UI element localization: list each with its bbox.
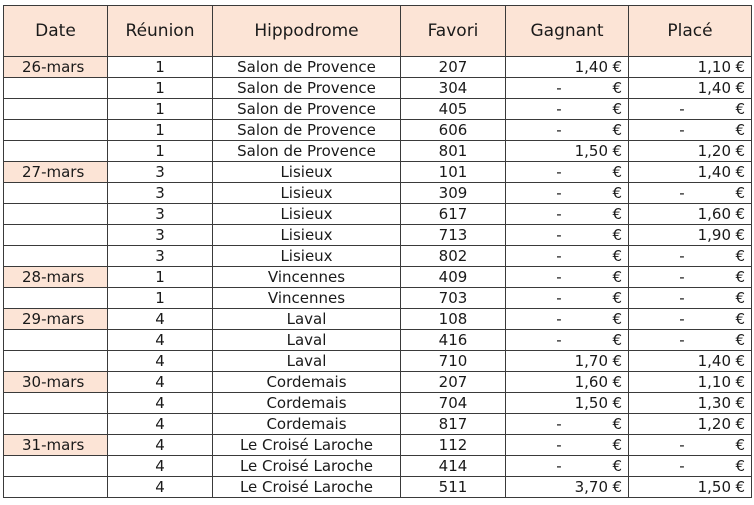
gagnant-value: - [556, 121, 562, 139]
table-row [4, 78, 752, 99]
cell-favori[interactable]: 713 [401, 225, 506, 246]
place-amount [633, 246, 745, 266]
table-body [4, 57, 752, 498]
gagnant-value: - [556, 415, 562, 433]
cell-hippodrome[interactable]: Salon de Provence [213, 57, 401, 78]
gagnant-value: - [556, 184, 562, 202]
place-amount [633, 372, 745, 392]
cell-place[interactable] [629, 246, 752, 267]
cell-date[interactable]: 26-mars [4, 57, 108, 78]
gagnant-amount [510, 414, 622, 434]
gagnant-amount [510, 183, 622, 203]
currency-symbol: € [612, 478, 622, 496]
cell-hippodrome[interactable]: Lisieux [213, 183, 401, 204]
currency-symbol: € [612, 247, 622, 265]
place-value: - [679, 121, 685, 139]
cell-favori[interactable]: 108 [401, 309, 506, 330]
place-value: - [679, 268, 685, 286]
place-value: 1,20 [697, 142, 731, 160]
place-value: 1,20 [697, 415, 731, 433]
cell-reunion[interactable]: 4 [108, 414, 213, 435]
cell-reunion[interactable]: 3 [108, 183, 213, 204]
header-reunion[interactable]: Réunion [108, 6, 213, 57]
gagnant-amount [510, 99, 622, 119]
table-row [4, 456, 752, 477]
cell-gagnant[interactable] [506, 414, 629, 435]
cell-hippodrome[interactable]: Salon de Provence [213, 78, 401, 99]
cell-place[interactable] [629, 477, 752, 498]
currency-symbol: € [735, 268, 745, 286]
place-amount [633, 99, 745, 119]
gagnant-value: - [556, 310, 562, 328]
place-value: - [679, 457, 685, 475]
cell-gagnant[interactable] [506, 204, 629, 225]
cell-date[interactable]: 31-mars [4, 435, 108, 456]
cell-gagnant[interactable] [506, 351, 629, 372]
cell-reunion[interactable]: 3 [108, 225, 213, 246]
cell-date[interactable] [4, 330, 108, 351]
cell-gagnant[interactable] [506, 435, 629, 456]
gagnant-amount [510, 162, 622, 182]
cell-gagnant[interactable] [506, 120, 629, 141]
cell-favori[interactable]: 606 [401, 120, 506, 141]
gagnant-amount [510, 225, 622, 245]
gagnant-amount [510, 204, 622, 224]
cell-favori[interactable]: 207 [401, 372, 506, 393]
gagnant-value: - [556, 163, 562, 181]
cell-place[interactable] [629, 267, 752, 288]
cell-gagnant[interactable] [506, 141, 629, 162]
cell-place[interactable] [629, 204, 752, 225]
cell-reunion[interactable]: 3 [108, 162, 213, 183]
currency-symbol: € [735, 79, 745, 97]
gagnant-value: 1,40 [574, 58, 608, 76]
cell-gagnant[interactable] [506, 393, 629, 414]
currency-symbol: € [612, 289, 622, 307]
place-amount [633, 351, 745, 371]
cell-favori[interactable]: 309 [401, 183, 506, 204]
cell-favori[interactable]: 710 [401, 351, 506, 372]
cell-reunion[interactable]: 1 [108, 78, 213, 99]
place-value: 1,10 [697, 58, 731, 76]
table-row [4, 183, 752, 204]
table-row [4, 477, 752, 498]
cell-hippodrome[interactable]: Cordemais [213, 393, 401, 414]
table-row [4, 330, 752, 351]
gagnant-amount [510, 435, 622, 455]
currency-symbol: € [612, 331, 622, 349]
table-row [4, 162, 752, 183]
table-row [4, 351, 752, 372]
table-row [4, 414, 752, 435]
table-row [4, 288, 752, 309]
currency-symbol: € [735, 184, 745, 202]
place-amount [633, 141, 745, 161]
table-row [4, 393, 752, 414]
table-row [4, 57, 752, 78]
place-value: 1,50 [697, 478, 731, 496]
cell-reunion[interactable]: 3 [108, 246, 213, 267]
place-value: 1,40 [697, 163, 731, 181]
cell-gagnant[interactable] [506, 78, 629, 99]
currency-symbol: € [612, 436, 622, 454]
cell-favori[interactable]: 414 [401, 456, 506, 477]
cell-hippodrome[interactable]: Salon de Provence [213, 120, 401, 141]
cell-favori[interactable]: 409 [401, 267, 506, 288]
table-row [4, 267, 752, 288]
place-value: 1,40 [697, 79, 731, 97]
header-gagnant[interactable]: Gagnant [506, 6, 629, 57]
currency-symbol: € [735, 163, 745, 181]
cell-gagnant[interactable] [506, 246, 629, 267]
cell-place[interactable] [629, 57, 752, 78]
header-hippodrome[interactable]: Hippodrome [213, 6, 401, 57]
place-amount [633, 288, 745, 308]
currency-symbol: € [735, 226, 745, 244]
cell-favori[interactable]: 801 [401, 141, 506, 162]
cell-favori[interactable]: 112 [401, 435, 506, 456]
place-amount [633, 183, 745, 203]
cell-gagnant[interactable] [506, 225, 629, 246]
place-value: - [679, 289, 685, 307]
gagnant-value: - [556, 205, 562, 223]
gagnant-value: - [556, 289, 562, 307]
currency-symbol: € [735, 142, 745, 160]
cell-place[interactable] [629, 288, 752, 309]
table-row [4, 372, 752, 393]
cell-reunion[interactable]: 1 [108, 57, 213, 78]
cell-favori[interactable]: 405 [401, 99, 506, 120]
cell-reunion[interactable]: 1 [108, 120, 213, 141]
cell-reunion[interactable]: 4 [108, 456, 213, 477]
cell-hippodrome[interactable]: Lisieux [213, 225, 401, 246]
cell-favori[interactable]: 511 [401, 477, 506, 498]
cell-hippodrome[interactable]: Vincennes [213, 288, 401, 309]
cell-date[interactable] [4, 99, 108, 120]
currency-symbol: € [735, 100, 745, 118]
cell-place[interactable] [629, 141, 752, 162]
place-amount [633, 57, 745, 77]
gagnant-value: - [556, 457, 562, 475]
place-amount [633, 330, 745, 350]
cell-hippodrome[interactable]: Lisieux [213, 162, 401, 183]
cell-hippodrome[interactable]: Lisieux [213, 204, 401, 225]
currency-symbol: € [735, 289, 745, 307]
gagnant-value: 3,70 [574, 478, 608, 496]
cell-hippodrome[interactable]: Salon de Provence [213, 141, 401, 162]
cell-gagnant[interactable] [506, 477, 629, 498]
cell-hippodrome[interactable]: Laval [213, 351, 401, 372]
cell-date[interactable] [4, 477, 108, 498]
place-value: - [679, 310, 685, 328]
cell-reunion[interactable]: 3 [108, 204, 213, 225]
cell-place[interactable] [629, 372, 752, 393]
place-amount [633, 414, 745, 434]
gagnant-amount [510, 120, 622, 140]
currency-symbol: € [612, 163, 622, 181]
gagnant-amount [510, 477, 622, 497]
cell-place[interactable] [629, 435, 752, 456]
cell-reunion[interactable]: 1 [108, 141, 213, 162]
cell-date[interactable] [4, 288, 108, 309]
table-row [4, 99, 752, 120]
currency-symbol: € [735, 436, 745, 454]
cell-date[interactable] [4, 351, 108, 372]
cell-gagnant[interactable] [506, 288, 629, 309]
cell-place[interactable] [629, 78, 752, 99]
cell-hippodrome[interactable]: Salon de Provence [213, 99, 401, 120]
cell-favori[interactable]: 617 [401, 204, 506, 225]
cell-gagnant[interactable] [506, 330, 629, 351]
cell-hippodrome[interactable]: Laval [213, 330, 401, 351]
table-row [4, 246, 752, 267]
currency-symbol: € [612, 100, 622, 118]
cell-gagnant[interactable] [506, 162, 629, 183]
cell-reunion[interactable]: 4 [108, 372, 213, 393]
place-amount [633, 120, 745, 140]
cell-date[interactable]: 29-mars [4, 309, 108, 330]
cell-reunion[interactable]: 1 [108, 99, 213, 120]
currency-symbol: € [612, 268, 622, 286]
gagnant-value: 1,70 [574, 352, 608, 370]
place-amount [633, 267, 745, 287]
cell-place[interactable] [629, 414, 752, 435]
currency-symbol: € [612, 373, 622, 391]
cell-place[interactable] [629, 99, 752, 120]
cell-reunion[interactable]: 4 [108, 393, 213, 414]
cell-date[interactable] [4, 204, 108, 225]
cell-reunion[interactable]: 1 [108, 267, 213, 288]
table-row [4, 120, 752, 141]
currency-symbol: € [612, 121, 622, 139]
place-amount [633, 435, 745, 455]
gagnant-amount [510, 351, 622, 371]
cell-place[interactable] [629, 120, 752, 141]
place-amount [633, 78, 745, 98]
cell-favori[interactable]: 304 [401, 78, 506, 99]
cell-hippodrome[interactable]: Laval [213, 309, 401, 330]
place-value: - [679, 436, 685, 454]
cell-gagnant[interactable] [506, 456, 629, 477]
currency-symbol: € [612, 184, 622, 202]
cell-place[interactable] [629, 351, 752, 372]
cell-date[interactable] [4, 183, 108, 204]
gagnant-value: 1,60 [574, 373, 608, 391]
currency-symbol: € [612, 79, 622, 97]
place-value: 1,40 [697, 352, 731, 370]
cell-favori[interactable]: 207 [401, 57, 506, 78]
header-place[interactable]: Placé [629, 6, 752, 57]
cell-date[interactable] [4, 225, 108, 246]
results-table [3, 5, 752, 498]
cell-hippodrome[interactable]: Cordemais [213, 414, 401, 435]
currency-symbol: € [612, 142, 622, 160]
header-date[interactable]: Date [4, 6, 108, 57]
gagnant-value: - [556, 436, 562, 454]
cell-favori[interactable]: 802 [401, 246, 506, 267]
place-value: - [679, 184, 685, 202]
place-value: 1,30 [697, 394, 731, 412]
cell-date[interactable] [4, 393, 108, 414]
gagnant-value: - [556, 79, 562, 97]
currency-symbol: € [612, 352, 622, 370]
gagnant-value: - [556, 100, 562, 118]
cell-place[interactable] [629, 309, 752, 330]
cell-favori[interactable]: 416 [401, 330, 506, 351]
currency-symbol: € [612, 310, 622, 328]
currency-symbol: € [735, 247, 745, 265]
cell-favori[interactable]: 817 [401, 414, 506, 435]
cell-hippodrome[interactable]: Cordemais [213, 372, 401, 393]
gagnant-value: 1,50 [574, 394, 608, 412]
currency-symbol: € [735, 478, 745, 496]
gagnant-value: - [556, 226, 562, 244]
place-value: 1,10 [697, 373, 731, 391]
place-amount [633, 477, 745, 497]
cell-date[interactable] [4, 120, 108, 141]
cell-gagnant[interactable] [506, 57, 629, 78]
currency-symbol: € [612, 226, 622, 244]
table-row [4, 309, 752, 330]
currency-symbol: € [612, 394, 622, 412]
table-row [4, 435, 752, 456]
cell-reunion[interactable]: 4 [108, 330, 213, 351]
currency-symbol: € [735, 331, 745, 349]
currency-symbol: € [612, 205, 622, 223]
gagnant-amount [510, 78, 622, 98]
place-value: - [679, 247, 685, 265]
cell-hippodrome[interactable]: Le Croisé Laroche [213, 477, 401, 498]
cell-favori[interactable]: 101 [401, 162, 506, 183]
gagnant-value: 1,50 [574, 142, 608, 160]
cell-place[interactable] [629, 393, 752, 414]
place-amount [633, 309, 745, 329]
cell-place[interactable] [629, 162, 752, 183]
cell-hippodrome[interactable]: Le Croisé Laroche [213, 435, 401, 456]
currency-symbol: € [612, 415, 622, 433]
place-value: 1,90 [697, 226, 731, 244]
cell-date[interactable] [4, 78, 108, 99]
cell-hippodrome[interactable]: Lisieux [213, 246, 401, 267]
table-row [4, 204, 752, 225]
gagnant-amount [510, 288, 622, 308]
currency-symbol: € [612, 457, 622, 475]
currency-symbol: € [735, 457, 745, 475]
gagnant-amount [510, 309, 622, 329]
currency-symbol: € [735, 205, 745, 223]
cell-place[interactable] [629, 330, 752, 351]
gagnant-value: - [556, 247, 562, 265]
cell-favori[interactable]: 704 [401, 393, 506, 414]
cell-gagnant[interactable] [506, 99, 629, 120]
cell-place[interactable] [629, 183, 752, 204]
place-amount [633, 456, 745, 476]
cell-reunion[interactable]: 4 [108, 477, 213, 498]
currency-symbol: € [612, 58, 622, 76]
gagnant-amount [510, 141, 622, 161]
gagnant-amount [510, 456, 622, 476]
place-amount [633, 393, 745, 413]
gagnant-amount [510, 330, 622, 350]
cell-date[interactable] [4, 414, 108, 435]
cell-hippodrome[interactable]: Le Croisé Laroche [213, 456, 401, 477]
cell-date[interactable] [4, 141, 108, 162]
currency-symbol: € [735, 352, 745, 370]
cell-date[interactable]: 27-mars [4, 162, 108, 183]
place-value: 1,60 [697, 205, 731, 223]
currency-symbol: € [735, 121, 745, 139]
place-amount [633, 204, 745, 224]
currency-symbol: € [735, 310, 745, 328]
cell-date[interactable]: 30-mars [4, 372, 108, 393]
header-row [4, 6, 752, 57]
currency-symbol: € [735, 394, 745, 412]
cell-reunion[interactable]: 4 [108, 351, 213, 372]
place-value: - [679, 100, 685, 118]
cell-gagnant[interactable] [506, 267, 629, 288]
gagnant-amount [510, 246, 622, 266]
cell-gagnant[interactable] [506, 183, 629, 204]
cell-hippodrome[interactable]: Vincennes [213, 267, 401, 288]
place-value: - [679, 331, 685, 349]
gagnant-value: - [556, 268, 562, 286]
cell-reunion[interactable]: 4 [108, 309, 213, 330]
gagnant-amount [510, 393, 622, 413]
cell-gagnant[interactable] [506, 372, 629, 393]
cell-reunion[interactable]: 1 [108, 288, 213, 309]
place-amount [633, 225, 745, 245]
cell-date[interactable] [4, 456, 108, 477]
place-amount [633, 162, 745, 182]
cell-date[interactable] [4, 246, 108, 267]
cell-date[interactable]: 28-mars [4, 267, 108, 288]
header-favori[interactable]: Favori [401, 6, 506, 57]
table-row [4, 141, 752, 162]
cell-gagnant[interactable] [506, 309, 629, 330]
table-row [4, 225, 752, 246]
cell-place[interactable] [629, 225, 752, 246]
gagnant-value: - [556, 331, 562, 349]
gagnant-amount [510, 57, 622, 77]
cell-favori[interactable]: 703 [401, 288, 506, 309]
gagnant-amount [510, 267, 622, 287]
cell-place[interactable] [629, 456, 752, 477]
currency-symbol: € [735, 415, 745, 433]
currency-symbol: € [735, 58, 745, 76]
currency-symbol: € [735, 373, 745, 391]
cell-reunion[interactable]: 4 [108, 435, 213, 456]
gagnant-amount [510, 372, 622, 392]
